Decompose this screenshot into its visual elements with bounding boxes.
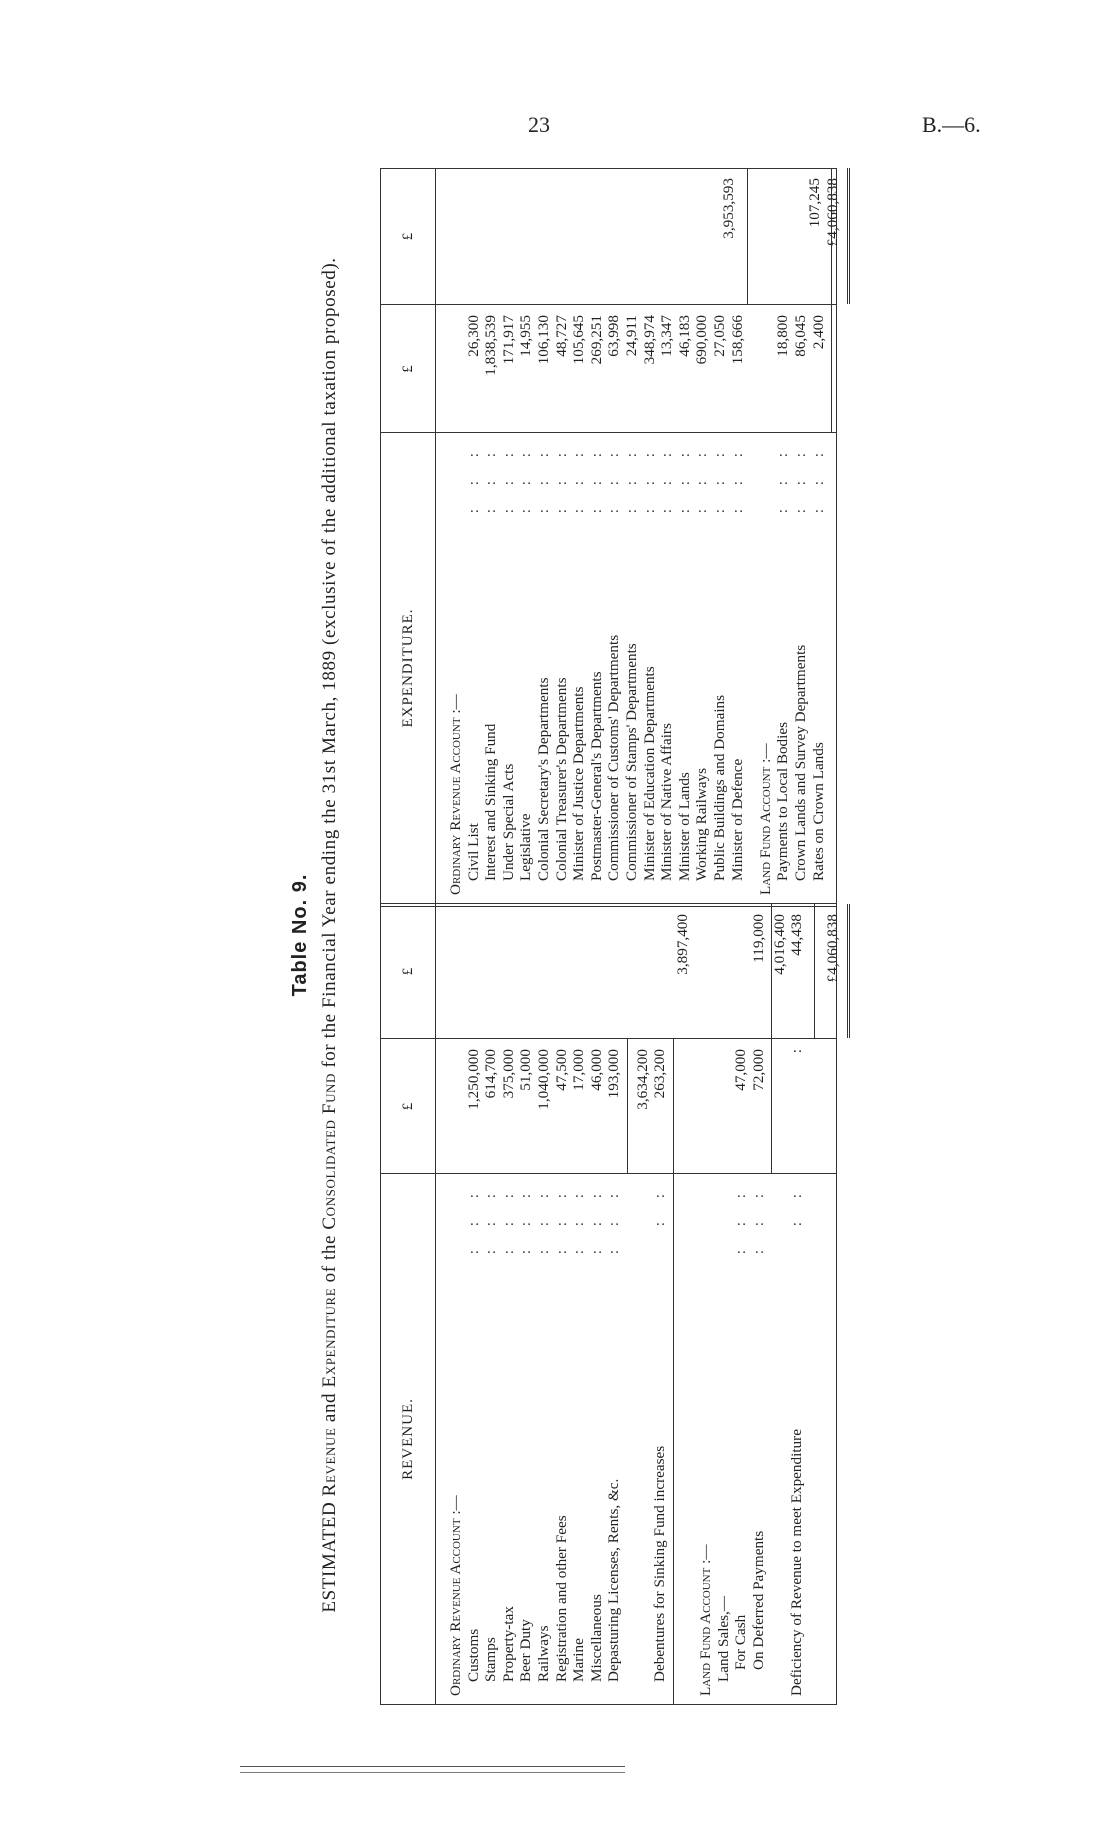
table-row	[634, 1039, 652, 1173]
table-row	[570, 433, 588, 903]
expenditure-item-value: 27,050	[711, 315, 728, 357]
caption-part: ESTIMATED	[319, 1496, 340, 1613]
leader-dots: : : :	[587, 1184, 605, 1255]
expenditure-item-value: 26,300	[464, 315, 482, 357]
table-row	[693, 433, 711, 903]
table-row	[465, 1039, 483, 1173]
table-row	[535, 305, 553, 432]
table-row	[623, 305, 641, 432]
expenditure-item-value: 46,183	[675, 315, 693, 357]
expenditure-item-label: Public Buildings and Domains	[711, 694, 728, 881]
table-row	[482, 305, 500, 432]
land-item-label: For Cash	[732, 1614, 750, 1670]
land-item-value: 18,800	[774, 315, 792, 357]
table-row	[605, 433, 623, 903]
table-row	[697, 1174, 715, 1704]
table-row	[517, 1174, 535, 1704]
table-row	[605, 1039, 623, 1173]
table-row	[588, 1039, 606, 1173]
currency-symbol: £	[400, 364, 416, 373]
table-row	[500, 1174, 518, 1704]
revenue-item-label: Marine	[570, 1638, 588, 1682]
revenue-item-value: 193,000	[605, 1049, 623, 1099]
expenditure-item-value: 24,911	[623, 315, 640, 357]
revenue-item-value: 51,000	[517, 1049, 535, 1091]
table-row	[517, 1039, 535, 1173]
table-row	[824, 904, 842, 1038]
table-row	[750, 1039, 768, 1173]
leader-dots: : : :	[658, 443, 676, 514]
debentures-value: 263,200	[651, 1049, 669, 1099]
revenue-heading: REVENUE.	[400, 1398, 416, 1480]
leader-dots: : : :	[464, 443, 482, 514]
table-row	[570, 305, 588, 432]
revenue-item-value: 46,000	[587, 1049, 605, 1091]
section-heading: Land Fund Account :—	[756, 743, 774, 895]
leader-dots: : : :	[552, 1184, 570, 1255]
revenue-grand-total: £4,060,838	[823, 914, 841, 983]
table-row	[651, 1039, 669, 1173]
land-item-label: Rates on Crown Lands	[809, 742, 827, 881]
table-rule	[673, 1039, 674, 1173]
revenue-item-label: Miscellaneous	[587, 1594, 605, 1682]
expenditure-total-column	[381, 168, 841, 305]
expenditure-item-label: Minister of Justice Departments	[570, 686, 588, 881]
leader-dots: : : :	[809, 443, 827, 514]
expenditure-item-value: 106,130	[535, 315, 552, 365]
leader-dots: : : :	[749, 1184, 767, 1255]
expenditure-item-value: 105,645	[570, 315, 588, 365]
deficiency-label: Deficiency of Revenue to meet Expenditure	[788, 1429, 806, 1696]
leader-dots: : : :	[517, 1184, 535, 1255]
deficiency-value: 44,438	[788, 914, 806, 956]
leader-dots: : : :	[732, 1184, 750, 1255]
expenditure-item-label: Working Railways	[693, 767, 711, 881]
page-number: 23	[528, 112, 550, 137]
currency-symbol: £	[400, 1101, 416, 1111]
table-row	[711, 433, 729, 903]
table-row	[674, 904, 692, 1038]
table-rule	[831, 305, 832, 432]
expenditure-item-value: 63,998	[605, 315, 623, 357]
leader-dots: : : :	[570, 443, 588, 514]
leader-dots: : : :	[587, 443, 605, 514]
table-row	[605, 305, 623, 432]
expenditure-item-label: Colonial Secretary's Departments	[535, 677, 552, 881]
table-row	[792, 305, 810, 432]
caption-smallcaps: Revenue	[319, 1427, 340, 1497]
leader-dots: : : :	[693, 443, 711, 514]
leader-dots: : : :	[640, 443, 658, 514]
expenditure-item-value: 48,727	[552, 315, 570, 357]
expenditure-item-label: Minister of Lands	[675, 772, 693, 881]
leader-dots: : : :	[499, 1184, 517, 1255]
table-row	[570, 1174, 588, 1704]
revenue-item-label: Stamps	[482, 1637, 500, 1682]
revenue-subtotal: 3,634,200	[633, 1049, 651, 1110]
table-row	[792, 433, 810, 903]
revenue-total-column	[381, 904, 841, 1039]
expenditure-item-label: Minister of Education Departments	[640, 666, 658, 881]
table-row	[729, 305, 747, 432]
deficiency-spacer: :	[788, 1049, 806, 1054]
leader-dots: : :	[788, 1184, 806, 1227]
leader-dots: : : :	[464, 1184, 482, 1255]
table-row	[535, 1174, 553, 1704]
expenditure-item-label: Minister of Defence	[728, 758, 746, 881]
revenue-item-value: 47,500	[552, 1049, 570, 1091]
leader-dots: : :	[651, 1184, 669, 1227]
title-block	[280, 155, 342, 1715]
revenue-land-total: 119,000	[749, 914, 767, 963]
document-reference: B.—6.	[922, 112, 981, 137]
table-row	[535, 1039, 553, 1173]
leader-dots: : : :	[675, 443, 693, 514]
table-row	[553, 305, 571, 432]
debentures-label: Debentures for Sinking Fund increases	[651, 1445, 669, 1682]
table-row	[732, 1039, 750, 1173]
table-row	[641, 305, 659, 432]
expenditure-item-label: Colonial Treasurer's Departments	[552, 677, 570, 881]
leader-dots: : : :	[605, 443, 623, 514]
revenue-section	[381, 904, 841, 1704]
expenditure-item-value: 14,955	[517, 315, 535, 357]
table-row	[715, 1174, 733, 1704]
revenue-ordinary-total: 3,897,400	[674, 914, 692, 975]
table-rule	[847, 168, 850, 304]
expenditure-item-value: 348,974	[640, 315, 658, 365]
table-row	[500, 1039, 518, 1173]
currency-symbol: £	[400, 231, 416, 241]
table-row	[517, 305, 535, 432]
revenue-combined-total: 4,016,400	[770, 914, 788, 975]
estimates-table	[380, 168, 841, 1705]
table-row	[517, 433, 535, 903]
table-row	[465, 305, 483, 432]
footer-rule	[240, 1772, 625, 1773]
land-sales-label: Land Sales,—	[714, 1595, 732, 1682]
land-item-value: 86,045	[791, 315, 809, 357]
table-row	[588, 305, 606, 432]
footer-rule	[240, 1766, 625, 1767]
table-row	[774, 433, 792, 903]
section-heading: Ordinary Revenue Account :—	[447, 694, 464, 895]
leader-dots: : : :	[623, 443, 640, 514]
caption-part: and	[319, 1387, 340, 1428]
table-row	[570, 1039, 588, 1173]
caption-part: of the	[319, 1229, 340, 1288]
table-row	[500, 305, 518, 432]
land-item-label: On Deferred Payments	[749, 1530, 767, 1670]
revenue-item-value: 17,000	[570, 1049, 588, 1091]
land-item-label: Crown Lands and Survey Departments	[791, 644, 809, 881]
revenue-sub-amount-column	[381, 1039, 836, 1174]
expenditure-item-label: Commissioner of Stamps' Departments	[623, 643, 640, 881]
expenditure-item-label: Postmaster-General's Departments	[587, 671, 605, 881]
table-row	[588, 1174, 606, 1704]
caption-part: for the Financial Year ending the 31st March, 1889 (exclusive of the additional taxation proposed).	[319, 257, 340, 1073]
revenue-item-label: Railways	[535, 1625, 552, 1682]
expenditure-item-value: 13,347	[658, 315, 676, 357]
rotated-table-page	[280, 155, 840, 1715]
leader-dots: : : :	[517, 443, 535, 514]
table-caption	[318, 155, 342, 1715]
section-heading: Land Fund Account :—	[696, 1544, 714, 1696]
table-row	[658, 433, 676, 903]
revenue-item-value: 1,250,000	[464, 1049, 482, 1110]
table-rule	[747, 168, 748, 304]
expenditure-grand-total: £4,060,838	[823, 178, 841, 247]
table-row	[447, 433, 465, 903]
table-row	[482, 1174, 500, 1704]
table-row	[465, 433, 483, 903]
table-row	[729, 433, 747, 903]
expenditure-item-label: Commissioner of Customs' Departments	[605, 634, 623, 881]
table-row	[500, 433, 518, 903]
leader-dots: : : :	[570, 1184, 588, 1255]
leader-dots: : : :	[552, 443, 570, 514]
expenditure-item-label: Minister of Native Affairs	[658, 723, 676, 881]
leader-dots: : : :	[482, 443, 500, 514]
caption-smallcaps: Expenditure	[319, 1287, 340, 1388]
table-row	[810, 305, 828, 432]
table-rule	[673, 1174, 674, 1704]
land-item-label: Payments to Local Bodies	[774, 721, 792, 881]
table-row	[750, 1174, 768, 1704]
expenditure-sub-amount-column	[381, 305, 836, 433]
leader-dots: : : :	[711, 443, 728, 514]
expenditure-item-label: Under Special Acts	[499, 763, 517, 881]
expenditure-item-value: 158,666	[728, 315, 746, 365]
table-row	[535, 433, 553, 903]
leader-dots: : : :	[774, 443, 792, 514]
expenditure-item-label: Interest and Sinking Fund	[482, 723, 500, 881]
table-title: Table No. 9.	[289, 873, 311, 997]
table-row	[824, 168, 842, 304]
land-item-value: 2,400	[809, 315, 827, 350]
leader-dots: : : :	[535, 443, 552, 514]
expenditure-land-total: 107,245	[806, 178, 824, 228]
table-row	[757, 433, 775, 903]
revenue-item-label: Property-tax	[499, 1606, 517, 1682]
leader-dots: : : :	[791, 443, 809, 514]
table-row	[676, 305, 694, 432]
table-row	[641, 433, 659, 903]
expenditure-item-label: Civil List	[464, 823, 482, 881]
table-row	[447, 1174, 465, 1704]
leader-dots: : : :	[728, 443, 746, 514]
table-row	[553, 1039, 571, 1173]
expenditure-ordinary-total: 3,953,593	[719, 178, 737, 239]
table-row	[465, 1174, 483, 1704]
revenue-label-column	[381, 1174, 836, 1704]
leader-dots: : : :	[482, 1184, 500, 1255]
table-rule	[814, 904, 815, 1038]
table-row	[605, 1174, 623, 1704]
table-row	[750, 904, 768, 1038]
leader-dots: : : :	[499, 443, 517, 514]
table-row	[553, 433, 571, 903]
table-row	[553, 1174, 571, 1704]
land-item-value: 72,000	[749, 1049, 767, 1091]
table-row	[658, 305, 676, 432]
table-row	[788, 1174, 806, 1704]
expenditure-label-column	[381, 433, 836, 903]
table-row	[482, 433, 500, 903]
table-row	[693, 305, 711, 432]
table-rule	[847, 904, 850, 1038]
leader-dots: : : :	[605, 1184, 623, 1255]
expenditure-item-value: 690,000	[693, 315, 711, 365]
table-row	[720, 168, 738, 304]
leader-dots: : : :	[535, 1184, 552, 1255]
expenditure-heading: EXPENDITURE.	[400, 608, 416, 728]
table-row	[711, 305, 729, 432]
table-row	[771, 904, 789, 1038]
revenue-item-label: Registration and other Fees	[552, 1515, 570, 1682]
table-row	[788, 904, 806, 1038]
table-row	[651, 1174, 669, 1704]
table-row	[482, 1039, 500, 1173]
table-row	[588, 433, 606, 903]
table-row	[676, 433, 694, 903]
table-row	[806, 168, 824, 304]
table-row	[623, 433, 641, 903]
section-heading: Ordinary Revenue Account :—	[447, 1495, 464, 1696]
table-row	[732, 1174, 750, 1704]
revenue-item-label: Beer Duty	[517, 1619, 535, 1682]
expenditure-section	[381, 168, 841, 904]
table-rule	[627, 1039, 628, 1173]
revenue-item-label: Depasturing Licenses, Rents, &c.	[605, 1478, 623, 1682]
expenditure-item-value: 171,917	[499, 315, 517, 365]
revenue-item-value: 614,700	[482, 1049, 500, 1099]
revenue-item-value: 375,000	[499, 1049, 517, 1099]
table-row	[788, 1039, 806, 1173]
expenditure-item-label: Legislative	[517, 813, 535, 881]
revenue-item-value: 1,040,000	[535, 1049, 552, 1110]
expenditure-item-value: 1,838,539	[482, 315, 500, 376]
caption-smallcaps: Consolidated Fund	[319, 1072, 340, 1230]
table-rule	[771, 1039, 772, 1173]
table-row	[774, 305, 792, 432]
expenditure-item-value: 269,251	[587, 315, 605, 365]
revenue-item-label: Customs	[464, 1628, 482, 1682]
currency-symbol: £	[400, 966, 416, 976]
land-item-value: 47,000	[732, 1049, 750, 1091]
table-row	[810, 433, 828, 903]
